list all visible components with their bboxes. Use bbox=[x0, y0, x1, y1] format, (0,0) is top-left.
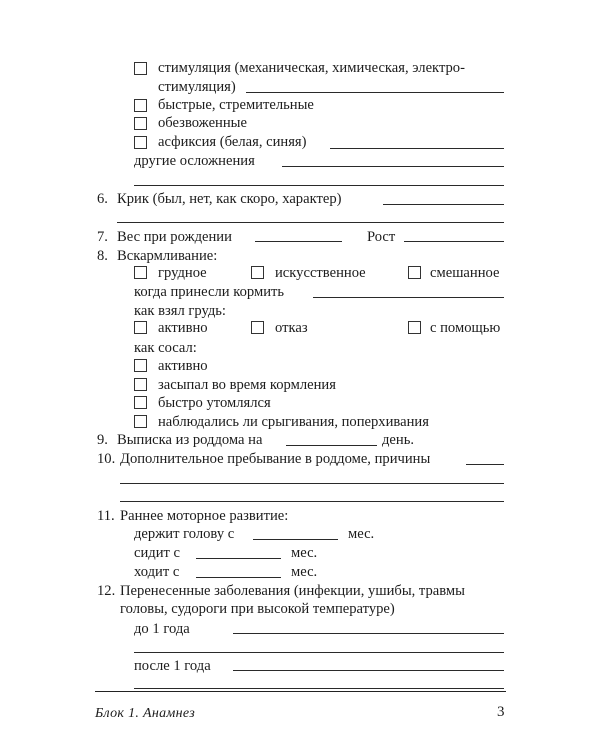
stimulation-label-line1: стимуляция (механическая, химическая, электро- bbox=[158, 60, 465, 76]
page-number: 3 bbox=[497, 704, 505, 720]
item8-number: 8. bbox=[97, 248, 108, 264]
walks-line[interactable] bbox=[196, 577, 281, 578]
sits-label: сидит с bbox=[134, 545, 181, 561]
before-1-year-line[interactable] bbox=[233, 633, 504, 634]
holds-head-line[interactable] bbox=[253, 539, 338, 540]
item12-number: 12. bbox=[97, 583, 116, 599]
took-option-assisted: с помощью bbox=[430, 320, 501, 336]
after-1-year-line[interactable] bbox=[233, 670, 504, 671]
before-1-year-label: до 1 года bbox=[134, 621, 190, 637]
checkbox-sucked-tired[interactable] bbox=[134, 396, 147, 409]
motor-development-title: Раннее моторное развитие: bbox=[120, 508, 289, 524]
discharge-day-suffix: день. bbox=[382, 432, 415, 448]
item7-number: 7. bbox=[97, 229, 108, 245]
fast-label: быстрые, стремительные bbox=[158, 97, 314, 113]
checkbox-mixed-feeding[interactable] bbox=[408, 266, 421, 279]
sits-unit: мес. bbox=[291, 545, 318, 561]
walks-unit: мес. bbox=[291, 564, 318, 580]
after-1-year-extra-line[interactable] bbox=[134, 688, 504, 689]
checkbox-sucked-regurgitation[interactable] bbox=[134, 415, 147, 428]
item6-label: Крик (был, нет, как скоро, характер) bbox=[117, 191, 342, 207]
checkbox-sucked-fell-asleep[interactable] bbox=[134, 378, 147, 391]
sucked-option-regurgitation: наблюдались ли срыгивания, поперхивания bbox=[158, 414, 429, 430]
checkbox-asphyxia[interactable] bbox=[134, 136, 147, 149]
checkbox-took-assisted[interactable] bbox=[408, 321, 421, 334]
diseases-label-line2: головы, судороги при высокой температуре) bbox=[120, 601, 395, 617]
other-complications-extra-line[interactable] bbox=[134, 185, 504, 186]
item9-number: 9. bbox=[97, 432, 108, 448]
checkbox-artificial-feeding[interactable] bbox=[251, 266, 264, 279]
checkbox-sucked-active[interactable] bbox=[134, 359, 147, 372]
extra-stay-line-2[interactable] bbox=[120, 483, 504, 484]
item6-extra-line[interactable] bbox=[117, 222, 504, 223]
holds-head-label: держит голову с bbox=[134, 526, 235, 542]
item11-number: 11. bbox=[97, 508, 115, 524]
when-brought-label: когда принесли кормить bbox=[134, 284, 285, 300]
feeding-title: Вскармливание: bbox=[117, 248, 218, 264]
took-option-active: активно bbox=[158, 320, 208, 336]
other-complications-answer-line[interactable] bbox=[282, 166, 504, 167]
birth-height-label: Рост bbox=[367, 229, 396, 245]
item6-answer-line[interactable] bbox=[383, 204, 504, 205]
when-brought-line[interactable] bbox=[313, 297, 504, 298]
checkbox-stimulation[interactable] bbox=[134, 62, 147, 75]
extra-stay-answer-line[interactable] bbox=[466, 464, 504, 465]
holds-head-unit: мес. bbox=[348, 526, 375, 542]
checkbox-took-refusal[interactable] bbox=[251, 321, 264, 334]
asphyxia-label: асфиксия (белая, синяя) bbox=[158, 134, 307, 150]
feeding-option-mixed: смешанное bbox=[430, 265, 500, 281]
sucked-option-fell-asleep: засыпал во время кормления bbox=[158, 377, 336, 393]
stimulation-answer-line[interactable] bbox=[246, 92, 504, 93]
birth-weight-line[interactable] bbox=[255, 241, 342, 242]
feeding-option-artificial: искусственное bbox=[275, 265, 366, 281]
discharge-day-line[interactable] bbox=[286, 445, 377, 446]
other-complications-label: другие осложнения bbox=[134, 153, 255, 169]
extra-stay-line-3[interactable] bbox=[120, 501, 504, 502]
sits-line[interactable] bbox=[196, 558, 281, 559]
feeding-option-breast: грудное bbox=[158, 265, 207, 281]
dehydrated-label: обезвоженные bbox=[158, 115, 247, 131]
discharge-label: Выписка из роддома на bbox=[117, 432, 263, 448]
stimulation-label-line2: стимуляция) bbox=[158, 79, 236, 95]
item6-number: 6. bbox=[97, 191, 108, 207]
birth-weight-label: Вес при рождении bbox=[117, 229, 232, 245]
sucked-option-tired: быстро утомлялся bbox=[158, 395, 271, 411]
asphyxia-answer-line[interactable] bbox=[330, 148, 504, 149]
before-1-year-extra-line[interactable] bbox=[134, 652, 504, 653]
checkbox-took-active[interactable] bbox=[134, 321, 147, 334]
checkbox-fast[interactable] bbox=[134, 99, 147, 112]
checkbox-dehydrated[interactable] bbox=[134, 117, 147, 130]
checkbox-breast-feeding[interactable] bbox=[134, 266, 147, 279]
extra-stay-label: Дополнительное пребывание в роддоме, причины bbox=[120, 451, 431, 467]
took-option-refusal: отказ bbox=[275, 320, 308, 336]
diseases-label-line1: Перенесенные заболевания (инфекции, ушибы, травмы bbox=[120, 583, 465, 599]
item10-number: 10. bbox=[97, 451, 116, 467]
after-1-year-label: после 1 года bbox=[134, 658, 211, 674]
walks-label: ходит с bbox=[134, 564, 180, 580]
how-took-breast-label: как взял грудь: bbox=[134, 303, 226, 319]
how-sucked-label: как сосал: bbox=[134, 340, 197, 356]
footer-rule bbox=[95, 691, 506, 692]
sucked-option-active: активно bbox=[158, 358, 208, 374]
birth-height-line[interactable] bbox=[404, 241, 504, 242]
footer-section-title: Блок 1. Анамнез bbox=[95, 706, 195, 721]
